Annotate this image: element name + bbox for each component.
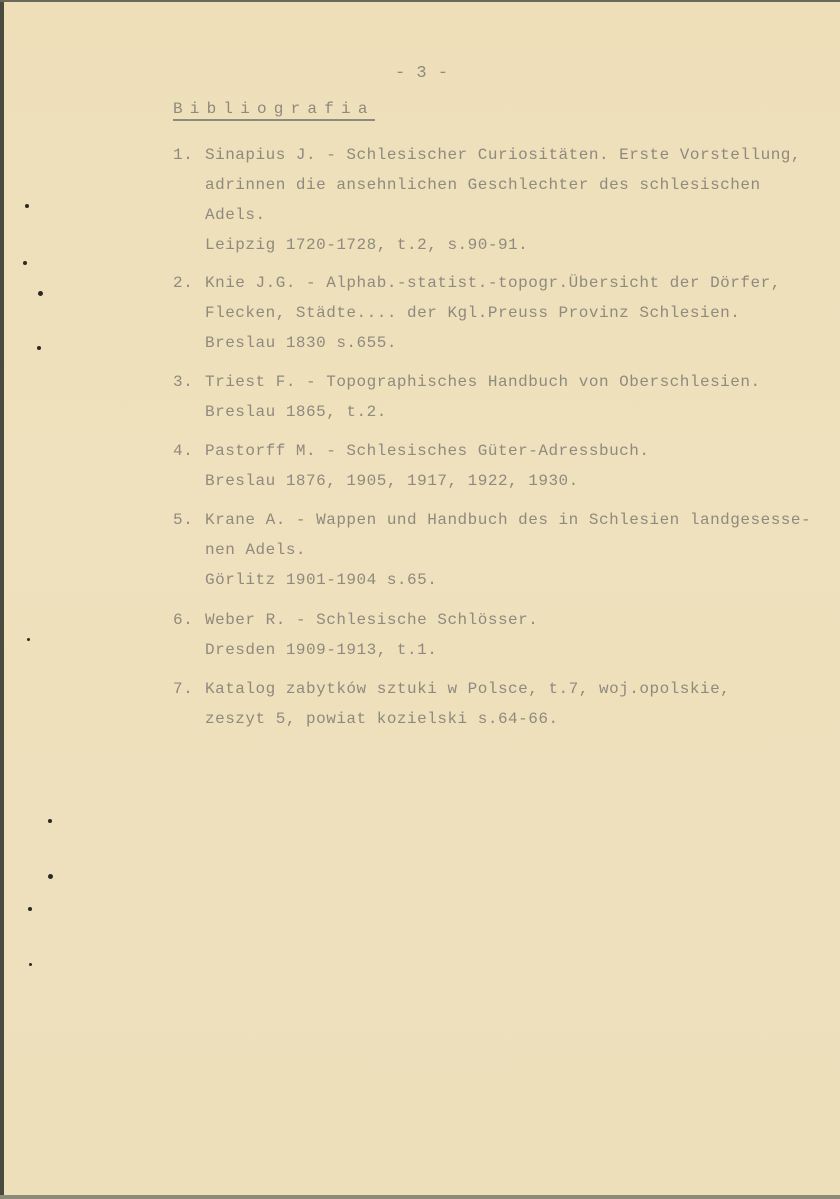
entry-number: 2. bbox=[173, 274, 194, 292]
punch-mark bbox=[23, 261, 27, 265]
punch-mark bbox=[27, 638, 30, 641]
bibliography-entry-6 bbox=[173, 605, 538, 665]
bibliography-entry-4 bbox=[173, 436, 649, 496]
entry-line: Krane A. - Wappen und Handbuch des in Schlesien landgesesse- bbox=[205, 511, 812, 529]
scan-edge-bottom bbox=[0, 1195, 840, 1199]
page-number: - 3 - bbox=[395, 64, 449, 83]
entry-line: Sinapius J. - Schlesischer Curiositäten. Erste Vorstellung, bbox=[205, 146, 801, 164]
entry-line: Breslau 1865, t.2. bbox=[205, 403, 387, 421]
entry-line: Flecken, Städte.... der Kgl.Preuss Provinz Schlesien. bbox=[205, 304, 741, 322]
entry-number: 3. bbox=[173, 373, 194, 391]
entry-number: 1. bbox=[173, 146, 194, 164]
entry-line: Görlitz 1901-1904 s.65. bbox=[205, 571, 438, 589]
entry-line: adrinnen die ansehnlichen Geschlechter des schlesischen bbox=[205, 176, 761, 194]
punch-mark bbox=[37, 346, 41, 350]
punch-mark bbox=[48, 874, 53, 879]
entry-line: Adels. bbox=[205, 206, 266, 224]
entry-line: Breslau 1876, 1905, 1917, 1922, 1930. bbox=[205, 472, 579, 490]
entry-line: Pastorff M. - Schlesisches Güter-Adressbuch. bbox=[205, 442, 650, 460]
entry-line: Weber R. - Schlesische Schlösser. bbox=[205, 611, 539, 629]
punch-mark bbox=[28, 907, 32, 911]
punch-mark bbox=[48, 819, 52, 823]
entry-number: 6. bbox=[173, 611, 194, 629]
bibliography-entry-2 bbox=[173, 268, 781, 358]
entry-line: nen Adels. bbox=[205, 541, 307, 559]
entry-line: Triest F. - Topographisches Handbuch von Oberschlesien. bbox=[205, 373, 761, 391]
entry-line: zeszyt 5, powiat kozielski s.64-66. bbox=[205, 710, 559, 728]
entry-line: Knie J.G. - Alphab.-statist.-topogr.Übersicht der Dörfer, bbox=[205, 274, 781, 292]
punch-mark bbox=[38, 291, 43, 296]
bibliography-entry-5 bbox=[173, 505, 811, 595]
punch-mark bbox=[29, 963, 32, 966]
scan-edge-left bbox=[0, 0, 4, 1199]
entry-number: 7. bbox=[173, 680, 194, 698]
entry-line: Breslau 1830 s.655. bbox=[205, 334, 397, 352]
entry-line: Dresden 1909-1913, t.1. bbox=[205, 641, 438, 659]
entry-line: Leipzig 1720-1728, t.2, s.90-91. bbox=[205, 236, 529, 254]
bibliography-entry-7 bbox=[173, 674, 730, 734]
punch-mark bbox=[25, 204, 29, 208]
section-heading: Bibliografia bbox=[173, 100, 375, 121]
scan-edge-top bbox=[0, 0, 840, 2]
bibliography-entry-1 bbox=[173, 140, 801, 260]
bibliography-entry-3 bbox=[173, 367, 761, 427]
entry-number: 4. bbox=[173, 442, 194, 460]
entry-number: 5. bbox=[173, 511, 194, 529]
entry-line: Katalog zabytków sztuki w Polsce, t.7, woj.opolskie, bbox=[205, 680, 731, 698]
